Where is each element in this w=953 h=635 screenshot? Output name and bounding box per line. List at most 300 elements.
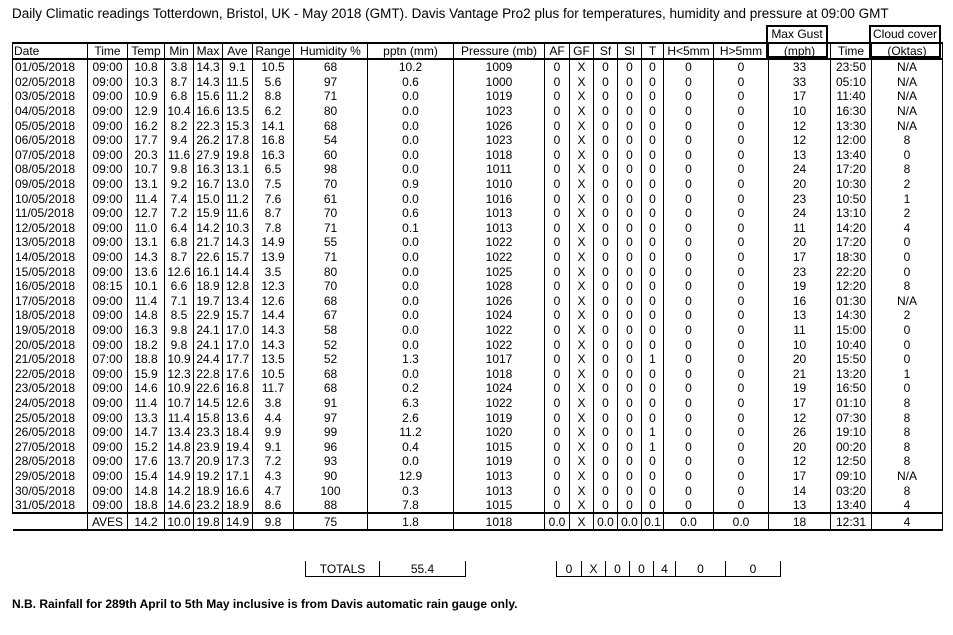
table-cell: 10.3 (128, 75, 165, 90)
table-cell: 1028 (454, 279, 545, 294)
table-cell: 11.5 (223, 75, 253, 90)
table-cell: 4 (872, 221, 943, 236)
table-cell: 68 (294, 366, 368, 381)
table-cell: 8 (872, 454, 943, 469)
table-cell: 0.2 (368, 381, 454, 396)
table-cell: 1 (642, 439, 664, 454)
averages-cell: 1.8 (368, 513, 454, 530)
table-cell: 1013 (454, 483, 545, 498)
table-cell: 0 (594, 498, 618, 514)
table-cell: 0 (714, 148, 769, 163)
column-header: GF (570, 43, 594, 59)
table-row (13, 235, 943, 250)
table-cell: 0 (872, 337, 943, 352)
table-cell: X (570, 177, 594, 192)
table-cell: 0 (664, 294, 714, 309)
table-cell: 6.8 (165, 89, 194, 104)
table-cell: 1022 (454, 337, 545, 352)
table-cell: 0 (664, 264, 714, 279)
table-cell: 0 (642, 410, 664, 425)
table-cell: 9.4 (165, 133, 194, 148)
table-cell: N/A (872, 118, 943, 133)
table-cell: 14.8 (165, 439, 194, 454)
table-cell: 0 (642, 221, 664, 236)
table-cell: 1000 (454, 75, 545, 90)
table-cell: 17.6 (223, 366, 253, 381)
table-cell: X (570, 133, 594, 148)
table-cell: 0 (545, 498, 570, 514)
table-cell: 0 (714, 162, 769, 177)
table-cell: 8 (872, 410, 943, 425)
averages-cell: 10.0 (165, 513, 194, 530)
table-cell: 0 (594, 454, 618, 469)
table-cell: 0 (545, 89, 570, 104)
table-cell: 15.9 (128, 366, 165, 381)
table-cell: 11.0 (128, 221, 165, 236)
table-cell: 0 (618, 483, 642, 498)
table-row (13, 337, 943, 352)
totals-gf: X (582, 561, 606, 577)
table-cell: 14.3 (223, 235, 253, 250)
table-cell: 0 (664, 59, 714, 75)
table-cell: 22.3 (194, 118, 223, 133)
table-cell: 6.5 (253, 162, 294, 177)
date-cell: 23/05/2018 (13, 381, 88, 396)
table-cell: 19:10 (831, 425, 872, 440)
table-cell: 20 (769, 439, 831, 454)
table-cell: 11.4 (128, 191, 165, 206)
table-cell: 14.3 (253, 323, 294, 338)
table-cell: 9.9 (253, 425, 294, 440)
table-cell: 0 (642, 396, 664, 411)
table-cell: 15.2 (128, 439, 165, 454)
table-cell: 10.9 (165, 381, 194, 396)
table-cell: 93 (294, 454, 368, 469)
table-cell: 0 (664, 410, 714, 425)
table-cell: 0 (664, 118, 714, 133)
table-row (13, 59, 943, 75)
table-cell: 0 (714, 177, 769, 192)
table-cell: 0 (664, 396, 714, 411)
table-cell: 0.3 (368, 483, 454, 498)
table-cell: 0 (545, 366, 570, 381)
table-cell: 24.4 (194, 352, 223, 367)
table-cell: 13 (769, 148, 831, 163)
table-cell: 4.4 (253, 410, 294, 425)
table-row (13, 133, 943, 148)
table-cell: 16.6 (223, 483, 253, 498)
table-cell: 11:40 (831, 89, 872, 104)
table-cell: 0 (618, 381, 642, 396)
table-cell: 6.3 (368, 396, 454, 411)
table-cell: 0 (618, 191, 642, 206)
table-cell: 0 (594, 75, 618, 90)
table-cell: 0 (664, 483, 714, 498)
table-cell: 18.9 (194, 483, 223, 498)
table-row (13, 118, 943, 133)
table-cell: 14.8 (128, 308, 165, 323)
table-cell: 1018 (454, 148, 545, 163)
table-cell: X (570, 104, 594, 119)
table-cell: X (570, 352, 594, 367)
table-cell: 23.3 (194, 425, 223, 440)
table-cell: 16.6 (194, 104, 223, 119)
table-cell: X (570, 454, 594, 469)
table-cell: 17:20 (831, 235, 872, 250)
table-cell: X (570, 323, 594, 338)
table-row (13, 221, 943, 236)
table-row (13, 498, 943, 514)
table-cell: 0 (714, 279, 769, 294)
table-cell: 0 (594, 323, 618, 338)
table-cell: 17 (769, 469, 831, 484)
table-row (13, 89, 943, 104)
table-cell: X (570, 294, 594, 309)
table-cell: 0 (664, 89, 714, 104)
table-cell: 21.7 (194, 235, 223, 250)
table-cell: 0.0 (368, 323, 454, 338)
table-cell: N/A (872, 294, 943, 309)
table-cell: 0 (594, 118, 618, 133)
table-cell: 16.7 (194, 177, 223, 192)
table-cell: 08:15 (88, 279, 128, 294)
table-cell: 10:50 (831, 191, 872, 206)
table-cell: 4 (872, 498, 943, 514)
table-cell: 1023 (454, 104, 545, 119)
table-cell: 1026 (454, 118, 545, 133)
table-cell: 0 (642, 469, 664, 484)
table-cell: 0 (618, 425, 642, 440)
table-cell: 0 (714, 104, 769, 119)
table-cell: 11.2 (368, 425, 454, 440)
table-cell: 11.4 (165, 410, 194, 425)
table-cell: 16.2 (128, 118, 165, 133)
table-cell: 0 (642, 337, 664, 352)
table-cell: 0 (618, 279, 642, 294)
table-cell: 17.1 (223, 469, 253, 484)
table-cell: 13:20 (831, 366, 872, 381)
table-cell: 19.4 (223, 439, 253, 454)
table-cell: 1019 (454, 454, 545, 469)
table-cell: 0 (714, 439, 769, 454)
table-cell: 15.3 (223, 118, 253, 133)
table-cell: 20.3 (128, 148, 165, 163)
table-cell: 0 (642, 162, 664, 177)
table-cell: 0 (664, 366, 714, 381)
table-cell: 0 (664, 498, 714, 514)
table-cell: 17:20 (831, 162, 872, 177)
table-cell: 1013 (454, 221, 545, 236)
table-cell: 0 (618, 469, 642, 484)
table-cell: X (570, 206, 594, 221)
table-cell: 23 (769, 264, 831, 279)
table-cell: 0 (545, 221, 570, 236)
table-cell: 61 (294, 191, 368, 206)
table-cell: 0 (618, 59, 642, 75)
table-cell: N/A (872, 89, 943, 104)
table-cell: 0 (545, 75, 570, 90)
table-cell: 07:00 (88, 352, 128, 367)
table-cell: 0 (664, 425, 714, 440)
table-cell: 0 (594, 439, 618, 454)
table-cell: 09:00 (88, 250, 128, 265)
table-cell: 11.7 (253, 381, 294, 396)
table-cell: 99 (294, 425, 368, 440)
table-cell: 13:30 (831, 118, 872, 133)
table-cell: 0 (545, 104, 570, 119)
table-cell: 10.1 (128, 279, 165, 294)
table-cell: 11 (769, 323, 831, 338)
table-cell: 14.3 (253, 337, 294, 352)
table-cell: 12 (769, 410, 831, 425)
table-cell: 15.7 (223, 308, 253, 323)
table-cell: 12.9 (368, 469, 454, 484)
table-cell: 0.0 (368, 104, 454, 119)
table-cell: 14.8 (128, 483, 165, 498)
table-cell: X (570, 235, 594, 250)
table-cell: 0 (594, 206, 618, 221)
table-cell: 0 (545, 148, 570, 163)
table-cell: 70 (294, 279, 368, 294)
table-cell: 0 (545, 118, 570, 133)
table-cell: 19 (769, 279, 831, 294)
averages-label: AVES (88, 513, 128, 530)
table-cell: 0 (714, 89, 769, 104)
table-cell: 0 (664, 308, 714, 323)
date-cell: 22/05/2018 (13, 366, 88, 381)
table-cell: 18.9 (223, 498, 253, 514)
table-cell: 8.7 (165, 75, 194, 90)
table-row (13, 206, 943, 221)
table-cell: 0 (594, 337, 618, 352)
table-cell: 0 (714, 250, 769, 265)
table-cell: 91 (294, 396, 368, 411)
table-cell: 22.6 (194, 250, 223, 265)
column-header: Time (831, 43, 872, 59)
table-row (13, 454, 943, 469)
date-cell: 06/05/2018 (13, 133, 88, 148)
table-cell: 15.4 (128, 469, 165, 484)
table-cell: 10.3 (223, 221, 253, 236)
table-cell: 17 (769, 250, 831, 265)
column-header: T (642, 43, 664, 59)
date-cell: 19/05/2018 (13, 323, 88, 338)
table-cell: 14.2 (194, 221, 223, 236)
date-cell: 01/05/2018 (13, 59, 88, 75)
table-cell: 11.6 (223, 206, 253, 221)
table-cell: 19.2 (194, 469, 223, 484)
table-cell: 33 (769, 59, 831, 75)
table-cell: 12.9 (128, 104, 165, 119)
header-row (13, 43, 943, 59)
table-cell: 10.8 (128, 59, 165, 75)
table-cell: 0 (545, 439, 570, 454)
table-cell: 16.3 (128, 323, 165, 338)
date-cell: 26/05/2018 (13, 425, 88, 440)
table-cell: X (570, 366, 594, 381)
table-cell: 0 (545, 469, 570, 484)
averages-cell: 14.9 (223, 513, 253, 530)
table-cell: 16.8 (253, 133, 294, 148)
column-header: Range (253, 43, 294, 59)
table-cell: 0 (618, 454, 642, 469)
table-cell: 0 (545, 264, 570, 279)
table-cell: 09:00 (88, 104, 128, 119)
table-cell: X (570, 250, 594, 265)
column-header: (Oktas) (872, 43, 943, 59)
date-cell: 14/05/2018 (13, 250, 88, 265)
table-cell: 60 (294, 148, 368, 163)
table-cell: 9.2 (165, 177, 194, 192)
table-cell: N/A (872, 75, 943, 90)
table-cell: 3.8 (253, 396, 294, 411)
table-cell: 10.5 (253, 59, 294, 75)
table-cell: 13:10 (831, 206, 872, 221)
table-cell: 0 (545, 337, 570, 352)
date-cell: 21/05/2018 (13, 352, 88, 367)
date-cell: 12/05/2018 (13, 221, 88, 236)
column-header: H>5mm (714, 43, 769, 59)
date-cell: 02/05/2018 (13, 75, 88, 90)
table-cell: X (570, 279, 594, 294)
table-cell: 14.9 (253, 235, 294, 250)
table-cell: 8 (872, 396, 943, 411)
table-cell: 1026 (454, 294, 545, 309)
table-cell: 14.3 (194, 75, 223, 90)
table-cell: 0 (664, 191, 714, 206)
table-cell: X (570, 410, 594, 425)
table-cell: 1018 (454, 366, 545, 381)
table-cell: 68 (294, 381, 368, 396)
table-cell: 1022 (454, 396, 545, 411)
column-header: Sf (594, 43, 618, 59)
averages-cell: 0.0 (664, 513, 714, 530)
table-cell: 0 (664, 454, 714, 469)
table-cell: 70 (294, 177, 368, 192)
table-cell: 0 (872, 235, 943, 250)
table-cell: 1015 (454, 439, 545, 454)
table-cell: 09:00 (88, 148, 128, 163)
table-cell: X (570, 469, 594, 484)
table-cell: 0 (594, 250, 618, 265)
table-cell: 71 (294, 221, 368, 236)
table-cell: 0 (642, 75, 664, 90)
table-cell: N/A (872, 469, 943, 484)
table-cell: 0 (664, 352, 714, 367)
table-cell: 0.9 (368, 177, 454, 192)
table-cell: 19.8 (223, 148, 253, 163)
table-cell: 0 (714, 352, 769, 367)
date-cell: 10/05/2018 (13, 191, 88, 206)
table-cell: 71 (294, 250, 368, 265)
totals-sl: 0 (630, 561, 654, 577)
table-cell: 0.0 (368, 162, 454, 177)
averages-cell: 14.2 (128, 513, 165, 530)
table-cell: 0 (664, 323, 714, 338)
table-cell: 14.3 (128, 250, 165, 265)
column-header: Ave (223, 43, 253, 59)
table-cell: 09:00 (88, 89, 128, 104)
table-cell: 0 (714, 191, 769, 206)
table-cell: 0 (714, 294, 769, 309)
table-cell: 22.8 (194, 366, 223, 381)
table-cell: 0 (618, 89, 642, 104)
page-title: Daily Climatic readings Totterdown, Bristol, UK - May 2018 (GMT). Davis Vantage Pro2 plus for temperatures, humidity and pressure at 09:00 GMT (12, 6, 889, 21)
table-cell: 8 (872, 133, 943, 148)
table-cell: 0 (664, 133, 714, 148)
table-cell: 17.0 (223, 323, 253, 338)
table-cell: 09:00 (88, 75, 128, 90)
date-cell: 29/05/2018 (13, 469, 88, 484)
table-cell: 0 (545, 381, 570, 396)
table-cell: 12.6 (253, 294, 294, 309)
table-cell: 16.1 (194, 264, 223, 279)
table-cell: 0.0 (368, 264, 454, 279)
table-cell: 14.6 (165, 498, 194, 514)
table-cell: 10.9 (165, 352, 194, 367)
averages-cell: X (570, 513, 594, 530)
table-cell: 15.8 (194, 410, 223, 425)
table-cell: 27.9 (194, 148, 223, 163)
date-cell: 24/05/2018 (13, 396, 88, 411)
table-cell: 12.3 (253, 279, 294, 294)
table-cell: X (570, 59, 594, 75)
table-cell: 0 (594, 59, 618, 75)
table-body (13, 59, 943, 530)
table-cell: 0 (545, 250, 570, 265)
table-cell: 1024 (454, 308, 545, 323)
table-cell: 0 (618, 133, 642, 148)
table-cell: 10:40 (831, 337, 872, 352)
table-cell: 0 (618, 294, 642, 309)
table-cell: 1024 (454, 381, 545, 396)
table-cell: 24.1 (194, 337, 223, 352)
table-cell: 14.7 (128, 425, 165, 440)
table-cell: 12.8 (223, 279, 253, 294)
table-cell: 1022 (454, 235, 545, 250)
table-cell: 0 (664, 104, 714, 119)
table-cell: 0 (714, 366, 769, 381)
table-cell: 00:20 (831, 439, 872, 454)
table-row (13, 396, 943, 411)
column-header: H<5mm (664, 43, 714, 59)
table-cell: 96 (294, 439, 368, 454)
table-cell: 1023 (454, 133, 545, 148)
table-cell: 0 (664, 469, 714, 484)
table-cell: 6.2 (253, 104, 294, 119)
table-cell: X (570, 148, 594, 163)
table-row (13, 75, 943, 90)
table-cell: 0 (642, 279, 664, 294)
table-cell: 0.6 (368, 75, 454, 90)
table-cell: 11.4 (128, 294, 165, 309)
table-cell: 0 (714, 264, 769, 279)
table-cell: 0 (594, 264, 618, 279)
table-cell: 12.6 (165, 264, 194, 279)
table-cell: 11.4 (128, 396, 165, 411)
table-cell: 9.8 (165, 323, 194, 338)
table-cell: 98 (294, 162, 368, 177)
table-cell: 7.2 (253, 454, 294, 469)
table-cell: 2 (872, 206, 943, 221)
table-cell: 0 (594, 177, 618, 192)
table-cell: 8.5 (165, 308, 194, 323)
table-cell: 1022 (454, 250, 545, 265)
table-cell: 0.4 (368, 439, 454, 454)
table-cell: 0 (618, 308, 642, 323)
table-cell: 0.0 (368, 250, 454, 265)
table-cell: 13.6 (128, 264, 165, 279)
